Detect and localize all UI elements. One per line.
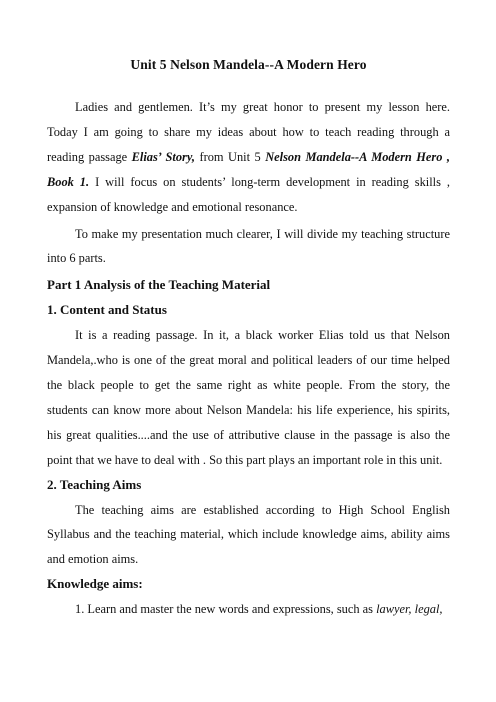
- intro-text-c: I will focus on students’ long-term development in reading skills , expansion of knowledge and emotional resonance.: [47, 174, 450, 214]
- part1-heading: Part 1 Analysis of the Teaching Material: [47, 277, 271, 293]
- document-title: Unit 5 Nelson Mandela--A Modern Hero: [130, 57, 367, 72]
- content-status-paragraph: It is a reading passage. In it, a black worker Elias told us that Nelson Mandela,.who is one of the great moral and political leaders of our time helped the black people to get the same right as white people. From the story, the students can know more about Nelson Mandela: his life experience, his spirits, his great qualities....and the use of attributive clause in the passage is also the point that we have to deal with . So this part plays an important role in this unit.: [47, 328, 450, 467]
- knowledge-aim-item-1-text: 1. Learn and master the new words and expressions, such as: [75, 602, 377, 617]
- knowledge-aims-heading: Knowledge aims:: [47, 576, 143, 592]
- knowledge-aim-item-1-words: lawyer, legal,: [376, 602, 443, 617]
- section-teaching-aims-heading: 2. Teaching Aims: [47, 476, 142, 492]
- intro-paragraph-2: To make my presentation much clearer, I will divide my teaching structure into 6 parts.: [47, 226, 450, 266]
- intro-text-b: from Unit 5: [194, 149, 266, 164]
- passage-title-emphasis: Elias’ Story,: [131, 149, 195, 164]
- intro-paragraph-1: [47, 95, 450, 220]
- intro-text-a: Ladies and gentlemen. It’s my great honor to present my lesson here. Today I am going to share my ideas about how to teach reading through a reading passage: [47, 100, 450, 164]
- unit-title-emphasis: Nelson Mandela--A Modern Hero , Book 1.: [47, 149, 451, 189]
- teaching-aims-paragraph: The teaching aims are established according to High School English Syllabus and the teaching material, which include knowledge aims, ability aims and emotion aims.: [47, 502, 450, 567]
- section-content-status-heading: 1. Content and Status: [47, 302, 167, 318]
- knowledge-aim-item-1: [47, 597, 450, 622]
